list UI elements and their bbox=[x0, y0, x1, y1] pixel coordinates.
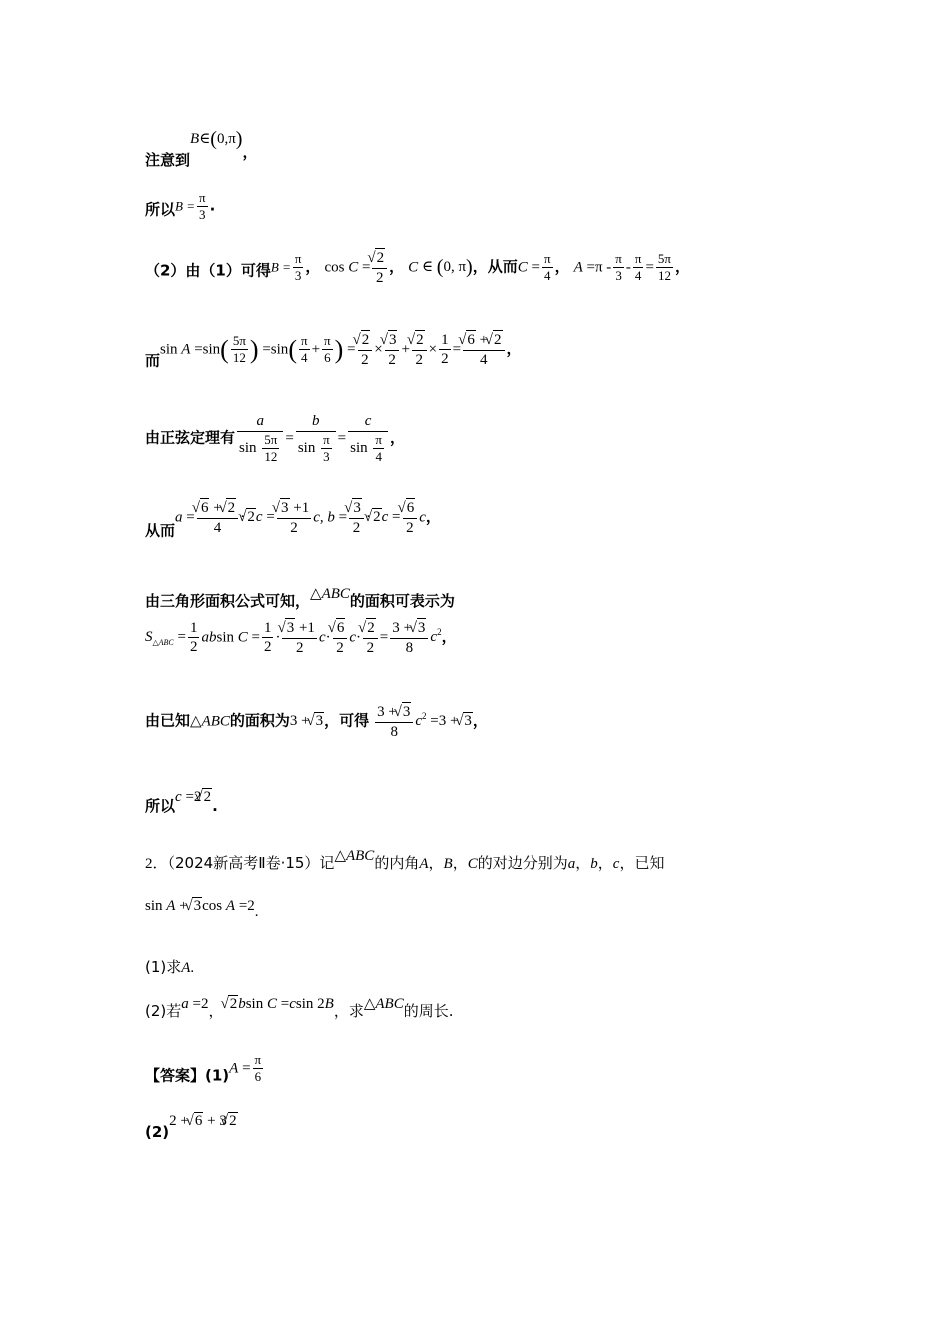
label-part2: （2）由（1）可得 bbox=[145, 261, 271, 280]
line-part2: （2）由（1）可得B = $\frac{\pi}{3}$ ， cos C = √ $\frac{2}{2}$ ， C ∈ (0, π)，从而C = $\frac{\pi}{4}$ ， A =π - $\frac{\pi}{3}$ - $\frac{\pi}{4}$ = $\frac{5\pi}{12}$ ， bbox=[145, 248, 690, 288]
line-note: 注意到B∈(0,π)， bbox=[145, 128, 258, 169]
line-so-b: 所以B = $\frac{\pi}{3}$ . bbox=[145, 190, 216, 223]
label-known: 由已知 bbox=[145, 711, 191, 730]
line-c-value: 所以c =2√ 2. bbox=[145, 788, 218, 816]
label-sine-rule: 由正弦定理有 bbox=[145, 428, 236, 447]
question-number: 2． bbox=[145, 856, 168, 872]
line-a-b: 从而a = √ $\frac{6 + √ 2}{4}$ ·√ 2c = √ $\frac{3 +1}{2}$ c, b = √ $\frac{3}{2}$ ·√ 2c = √ $\frac{6}{2}$ c， bbox=[145, 498, 441, 540]
question-2-part2: (2)若a =2， √ 2bsin C =csin 2B，求△ABC的周长. bbox=[145, 994, 454, 1021]
question-source: （2024新高考Ⅱ卷·15）记 bbox=[167, 854, 335, 872]
question-2-part1: (1)求A. bbox=[145, 958, 195, 976]
question-2-condition: sin A + √ 3cos A =2. bbox=[145, 897, 259, 921]
answer2-label: (2) bbox=[145, 1123, 170, 1141]
part1-label: (1)求 bbox=[145, 958, 182, 976]
label-so-c: 所以 bbox=[145, 797, 176, 815]
question-2-stem: 2．（2024新高考Ⅱ卷·15）记△ABC的内角A，B，C的对边分别为a，b，c，已知 bbox=[145, 848, 665, 872]
label-so: 所以 bbox=[145, 200, 176, 219]
label-note: 注意到 bbox=[145, 150, 191, 169]
part2-label: (2)若 bbox=[145, 1002, 182, 1020]
answer-part1: 【答案】(1)A = $\frac{\pi}{6}$ bbox=[145, 1052, 262, 1085]
label-therefore: 从而 bbox=[487, 257, 518, 276]
formula-b-interval: B bbox=[190, 130, 200, 147]
text-area-intro: 由三角形面积公式可知， bbox=[145, 592, 311, 610]
line-area-intro: 由三角形面积公式可知，△ABC的面积可表示为 bbox=[145, 586, 455, 610]
line-sine-rule: 由正弦定理有 a sin $\frac{5\pi}{12}$ = b sin $\frac{\pi}{3}$ = c sin $\frac{\pi}{4}$ ， bbox=[145, 413, 405, 464]
label-hence: 从而 bbox=[145, 521, 176, 540]
answer-part2: (2)2 + √ 6 + 3√ 2 bbox=[145, 1112, 238, 1141]
line-known-area: 由已知△ABC的面积为3 + √ 3，可得 $\frac{3 + √ 3}{8}$ $c^2 =3$ + √ 3， bbox=[145, 702, 488, 742]
answer-label: 【答案】(1) bbox=[145, 1066, 230, 1085]
label-and: 而 bbox=[145, 351, 161, 370]
formula-b-value: B = bbox=[175, 198, 195, 214]
line-sin-a: 而sin A =sin( $\frac{5\pi}{12}$ ) =sin( $\frac{\pi}{4}$ + $\frac{\pi}{6}$ ) = √ $\frac{2}{2}$ × √ $\frac{3}{2}$ + √ $\frac{2}{2}$ × $\frac{1}{2}$ = √ $\frac{6 + √ 2}{4}$ ， bbox=[145, 330, 522, 370]
line-area-formula: $S_{\triangle ABC}$ = $\frac{1}{2}$ absin C = $\frac{1}{2}$ · √ $\frac{3 +1}{2}$ c· √ $\frac{6}{2}$ c· √ $\frac{2}{2}$ = $\frac{3 + √ 3}{8}$ $c^2$， bbox=[145, 618, 457, 658]
